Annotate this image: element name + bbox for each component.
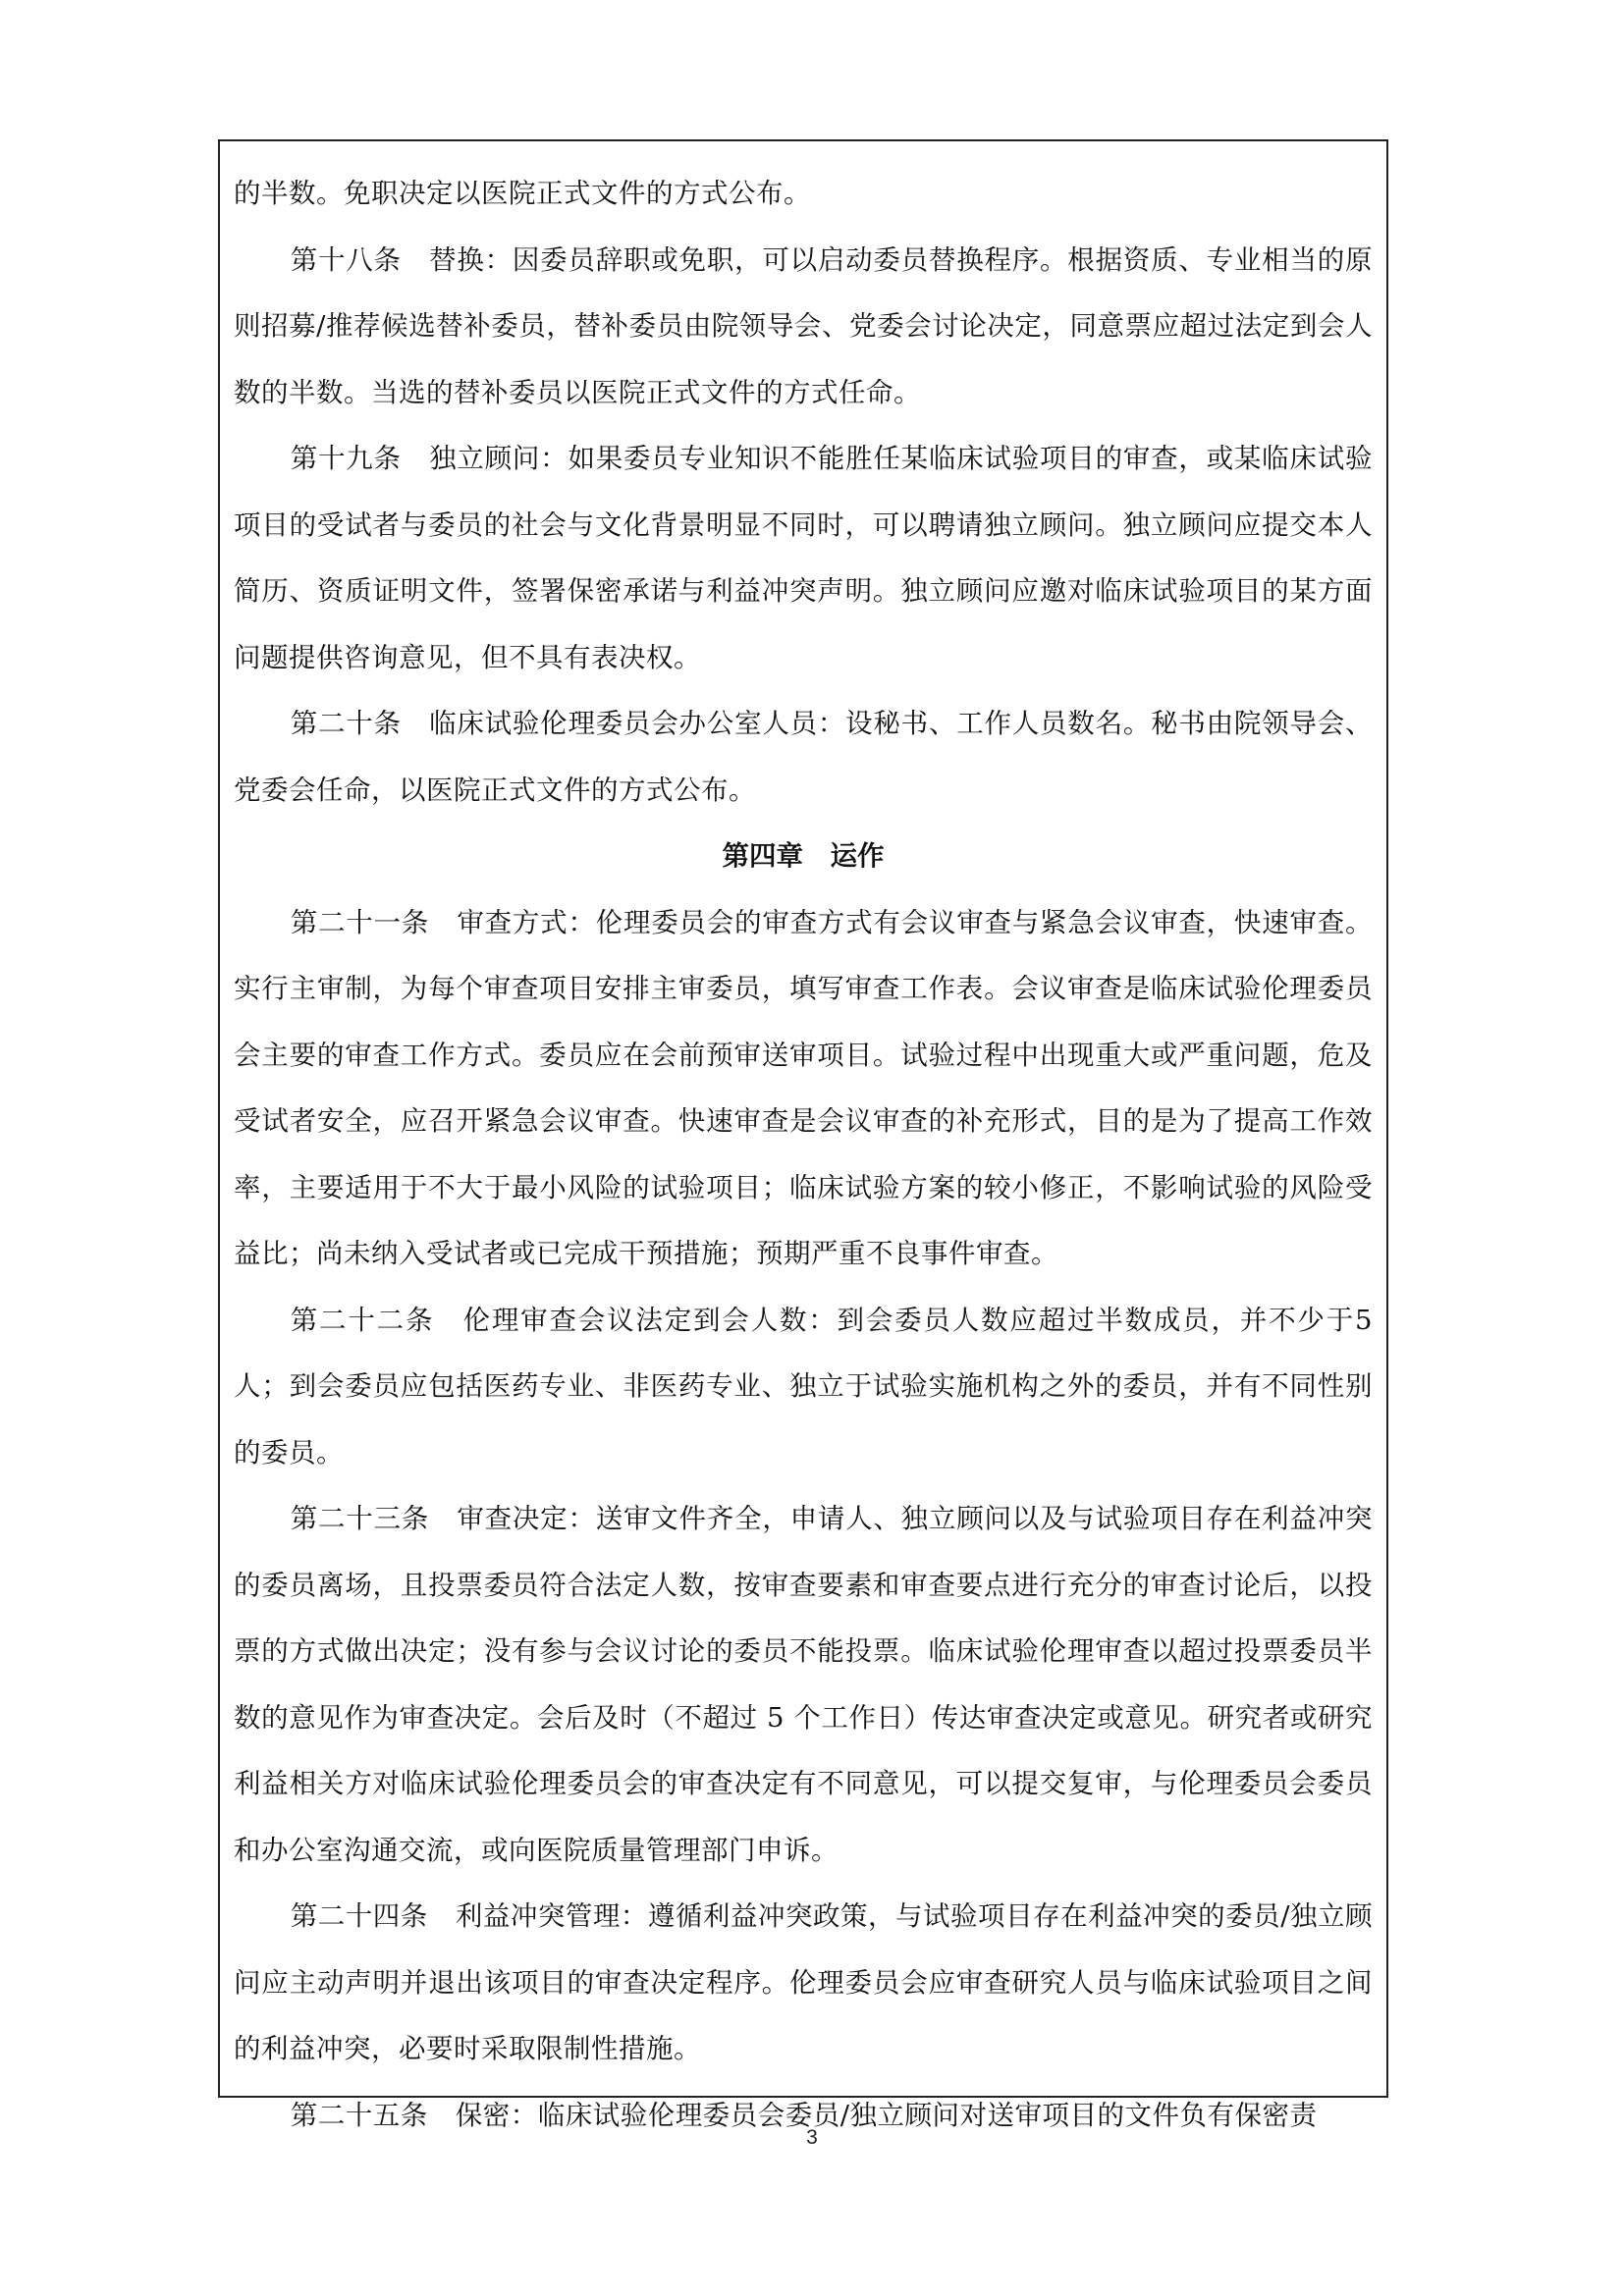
article-19-paragraph: 第十九条 独立顾问：如果委员专业知识不能胜任某临床试验项目的审查，或某临床试验项目的受试者与委员的社会与文化背景明显不同时，可以聘请独立顾问。独立顾问应提交本人简历、资质证明文件，签署保密承诺与利益冲突声明。独立顾问应邀对临床试验项目的某方面问题提供咨询意见，但不具有表决权。 — [234, 443, 1373, 673]
article-21-paragraph: 第二十一条 审查方式：伦理委员会的审查方式有会议审查与紧急会议审查，快速审查。实行主审制，为每个审查项目安排主审委员，填写审查工作表。会议审查是临床试验伦理委员会主要的审查工作方式。委员应在会前预审送审项目。试验过程中出现重大或严重问题，危及受试者安全，应召开紧急会议审查。快速审查是会议审查的补充形式，目的是为了提高工作效率，主要适用于不大于最小风险的试验项目；临床试验方案的较小修正，不影响试验的风险受益比；尚未纳入受试者或已完成干预措施；预期严重不良事件审查。 — [234, 906, 1373, 1269]
article-18-paragraph: 第十八条 替换：因委员辞职或免职，可以启动委员替换程序。根据资质、专业相当的原则招募/推荐候选替补委员，替补委员由院领导会、党委会讨论决定，同意票应超过法定到会人数的半数。当选的替补委员以医院正式文件的方式任命。 — [234, 243, 1373, 408]
article-22-paragraph: 第二十二条 伦理审查会议法定到会人数：到会委员人数应超过半数成员，并不少于5人；到会委员应包括医药专业、非医药专业、独立于试验实施机构之外的委员，并有不同性别的委员。 — [234, 1304, 1373, 1468]
article-20-paragraph: 第二十条 临床试验伦理委员会办公室人员：设秘书、工作人员数名。秘书由院领导会、党委会任命，以医院正式文件的方式公布。 — [234, 708, 1373, 806]
paragraph-continuation: 的半数。免职决定以医院正式文件的方式公布。 — [234, 178, 811, 209]
document-frame — [218, 139, 1388, 2131]
page-number: 3 — [806, 2126, 818, 2149]
article-24-paragraph: 第二十四条 利益冲突管理：遵循利益冲突政策，与试验项目存在利益冲突的委员/独立顾问应主动声明并退出该项目的审查决定程序。伦理委员会应审查研究人员与临床试验项目之间的利益冲突，必要时采取限制性措施。 — [234, 1900, 1373, 2064]
article-23-paragraph: 第二十三条 审查决定：送审文件齐全，申请人、独立顾问以及与试验项目存在利益冲突的委员离场，且投票委员符合法定人数，按审查要素和审查要点进行充分的审查讨论后，以投票的方式做出决定；没有参与会议讨论的委员不能投票。临床试验伦理审查以超过投票委员半数的意见作为审查决定。会后及时（不超过 5 个工作日）传达审查决定或意见。研究者或研究利益相关方对临床试验伦理委员会的审查决定有不同意见，可以提交复审，与伦理委员会委员和办公室沟通交流，或向医院质量管理部门申诉。 — [234, 1503, 1373, 1866]
article-25-paragraph: 第二十五条 保密：临床试验伦理委员会委员/独立顾问对送审项目的文件负有保密责 — [290, 2099, 1318, 2131]
chapter-heading: 第四章 运作 — [722, 840, 885, 872]
